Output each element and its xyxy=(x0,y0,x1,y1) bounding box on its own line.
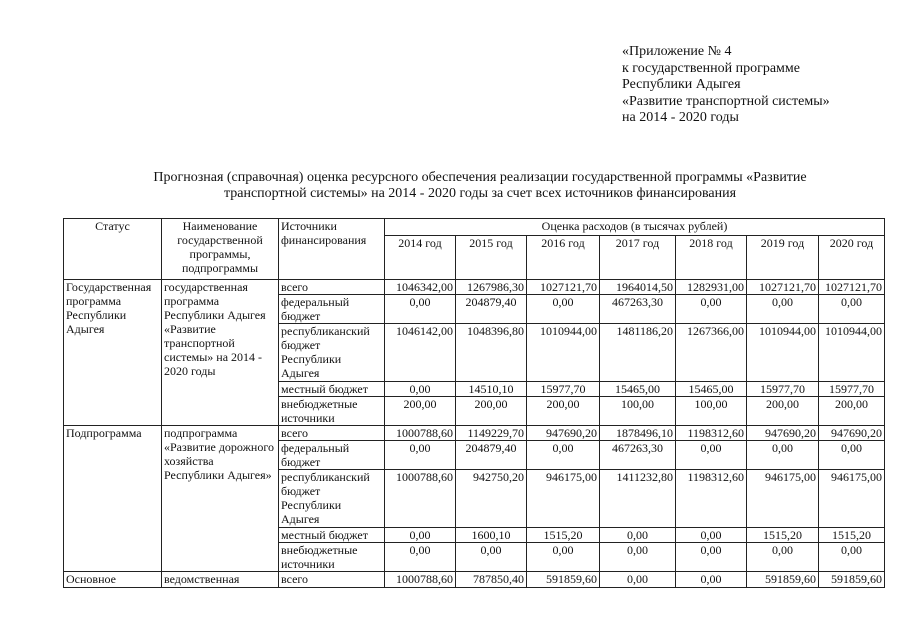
value-cell: 1000788,60 xyxy=(385,572,456,588)
table-row xyxy=(64,426,885,441)
value-cell: 1481186,20 xyxy=(600,324,676,382)
value-cell: 0,00 xyxy=(527,295,600,324)
header-row-1 xyxy=(64,219,885,236)
value-cell: 1515,20 xyxy=(527,528,600,543)
appendix-block xyxy=(622,44,830,127)
source-cell: всего xyxy=(279,572,385,588)
value-cell: 0,00 xyxy=(456,543,527,572)
value-cell: 200,00 xyxy=(819,397,885,426)
appendix-line-5: на 2014 - 2020 годы xyxy=(622,110,739,125)
program-name-cell: подпрограмма «Развитие дорожного хозяйства Республики Адыгея» xyxy=(162,426,279,572)
value-cell: 0,00 xyxy=(819,295,885,324)
header-year: 2020 год xyxy=(819,236,885,280)
header-status: Статус xyxy=(64,219,162,280)
header-year: 2016 год xyxy=(527,236,600,280)
title-line-1: Прогнозная (справочная) оценка ресурсного обеспечения реализации государственной программы «Развитие xyxy=(153,170,807,185)
value-cell: 591859,60 xyxy=(747,572,819,588)
value-cell: 1046142,00 xyxy=(385,324,456,382)
source-cell: внебюджетные источники xyxy=(279,543,385,572)
program-name-cell: государственная программа Республики Адыгея «Развитие транспортной системы» на 2014 - 2020 годы xyxy=(162,280,279,426)
table-row xyxy=(64,280,885,295)
header-sources: Источники финансирования xyxy=(279,219,385,280)
value-cell: 1046342,00 xyxy=(385,280,456,295)
value-cell: 200,00 xyxy=(456,397,527,426)
table-row xyxy=(64,572,885,588)
status-cell: Государственная программа Республики Адыгея xyxy=(64,280,162,426)
source-cell: местный бюджет xyxy=(279,382,385,397)
value-cell: 0,00 xyxy=(676,543,747,572)
header-estimate: Оценка расходов (в тысячах рублей) xyxy=(385,219,885,236)
source-cell: республиканский бюджет Республики Адыгея xyxy=(279,470,385,528)
value-cell: 1878496,10 xyxy=(600,426,676,441)
appendix-line-1: «Приложение № 4 xyxy=(622,44,732,59)
value-cell: 467263,30 xyxy=(600,441,676,470)
value-cell: 1027121,70 xyxy=(527,280,600,295)
value-cell: 946175,00 xyxy=(819,470,885,528)
value-cell: 1515,20 xyxy=(819,528,885,543)
header-year: 2015 год xyxy=(456,236,527,280)
value-cell: 1010944,00 xyxy=(819,324,885,382)
value-cell: 14510,10 xyxy=(456,382,527,397)
source-cell: республиканский бюджет Республики Адыгея xyxy=(279,324,385,382)
value-cell: 1149229,70 xyxy=(456,426,527,441)
value-cell: 0,00 xyxy=(676,441,747,470)
value-cell: 0,00 xyxy=(385,441,456,470)
header-year: 2014 год xyxy=(385,236,456,280)
value-cell: 0,00 xyxy=(676,528,747,543)
value-cell: 591859,60 xyxy=(527,572,600,588)
value-cell: 1198312,60 xyxy=(676,470,747,528)
value-cell: 0,00 xyxy=(385,295,456,324)
value-cell: 467263,30 xyxy=(600,295,676,324)
value-cell: 204879,40 xyxy=(456,295,527,324)
source-cell: всего xyxy=(279,426,385,441)
value-cell: 0,00 xyxy=(600,543,676,572)
value-cell: 1000788,60 xyxy=(385,470,456,528)
value-cell: 0,00 xyxy=(676,572,747,588)
status-cell: Основное xyxy=(64,572,162,588)
appendix-line-3: Республики Адыгея xyxy=(622,77,741,92)
value-cell: 0,00 xyxy=(747,543,819,572)
source-cell: внебюджетные источники xyxy=(279,397,385,426)
value-cell: 0,00 xyxy=(600,572,676,588)
value-cell: 1000788,60 xyxy=(385,426,456,441)
value-cell: 0,00 xyxy=(385,382,456,397)
value-cell: 1600,10 xyxy=(456,528,527,543)
value-cell: 942750,20 xyxy=(456,470,527,528)
value-cell: 591859,60 xyxy=(819,572,885,588)
appendix-line-2: к государственной программе xyxy=(622,60,800,76)
document-title xyxy=(100,170,860,202)
value-cell: 0,00 xyxy=(819,441,885,470)
value-cell: 1282931,00 xyxy=(676,280,747,295)
value-cell: 15465,00 xyxy=(676,382,747,397)
value-cell: 200,00 xyxy=(385,397,456,426)
value-cell: 0,00 xyxy=(600,528,676,543)
value-cell: 200,00 xyxy=(527,397,600,426)
value-cell: 1964014,50 xyxy=(600,280,676,295)
header-year: 2018 год xyxy=(676,236,747,280)
header-year: 2017 год xyxy=(600,236,676,280)
value-cell: 15465,00 xyxy=(600,382,676,397)
value-cell: 1010944,00 xyxy=(527,324,600,382)
value-cell: 0,00 xyxy=(527,441,600,470)
program-name-cell: ведомственная xyxy=(162,572,279,588)
value-cell: 1010944,00 xyxy=(747,324,819,382)
value-cell: 1027121,70 xyxy=(747,280,819,295)
header-name: Наименование государственной программы, подпрограммы xyxy=(162,219,279,280)
value-cell: 0,00 xyxy=(747,441,819,470)
value-cell: 0,00 xyxy=(819,543,885,572)
value-cell: 0,00 xyxy=(676,295,747,324)
value-cell: 1267986,30 xyxy=(456,280,527,295)
value-cell: 947690,20 xyxy=(527,426,600,441)
value-cell: 0,00 xyxy=(747,295,819,324)
source-cell: местный бюджет xyxy=(279,528,385,543)
value-cell: 1027121,70 xyxy=(819,280,885,295)
value-cell: 100,00 xyxy=(676,397,747,426)
value-cell: 1048396,80 xyxy=(456,324,527,382)
source-cell: федеральный бюджет xyxy=(279,295,385,324)
value-cell: 200,00 xyxy=(747,397,819,426)
appendix-line-4: «Развитие транспортной системы» xyxy=(622,93,830,109)
title-line-2: транспортной системы» на 2014 - 2020 годы за счет всех источников финансирования xyxy=(223,186,737,201)
value-cell: 0,00 xyxy=(385,543,456,572)
header-year: 2019 год xyxy=(747,236,819,280)
value-cell: 0,00 xyxy=(527,543,600,572)
value-cell: 0,00 xyxy=(385,528,456,543)
value-cell: 204879,40 xyxy=(456,441,527,470)
resource-table xyxy=(63,218,885,588)
status-cell: Подпрограмма xyxy=(64,426,162,572)
source-cell: всего xyxy=(279,280,385,295)
value-cell: 946175,00 xyxy=(747,470,819,528)
value-cell: 947690,20 xyxy=(747,426,819,441)
value-cell: 1267366,00 xyxy=(676,324,747,382)
value-cell: 787850,40 xyxy=(456,572,527,588)
value-cell: 15977,70 xyxy=(747,382,819,397)
value-cell: 1411232,80 xyxy=(600,470,676,528)
value-cell: 1515,20 xyxy=(747,528,819,543)
value-cell: 100,00 xyxy=(600,397,676,426)
value-cell: 947690,20 xyxy=(819,426,885,441)
source-cell: федеральный бюджет xyxy=(279,441,385,470)
value-cell: 1198312,60 xyxy=(676,426,747,441)
value-cell: 15977,70 xyxy=(527,382,600,397)
value-cell: 15977,70 xyxy=(819,382,885,397)
value-cell: 946175,00 xyxy=(527,470,600,528)
